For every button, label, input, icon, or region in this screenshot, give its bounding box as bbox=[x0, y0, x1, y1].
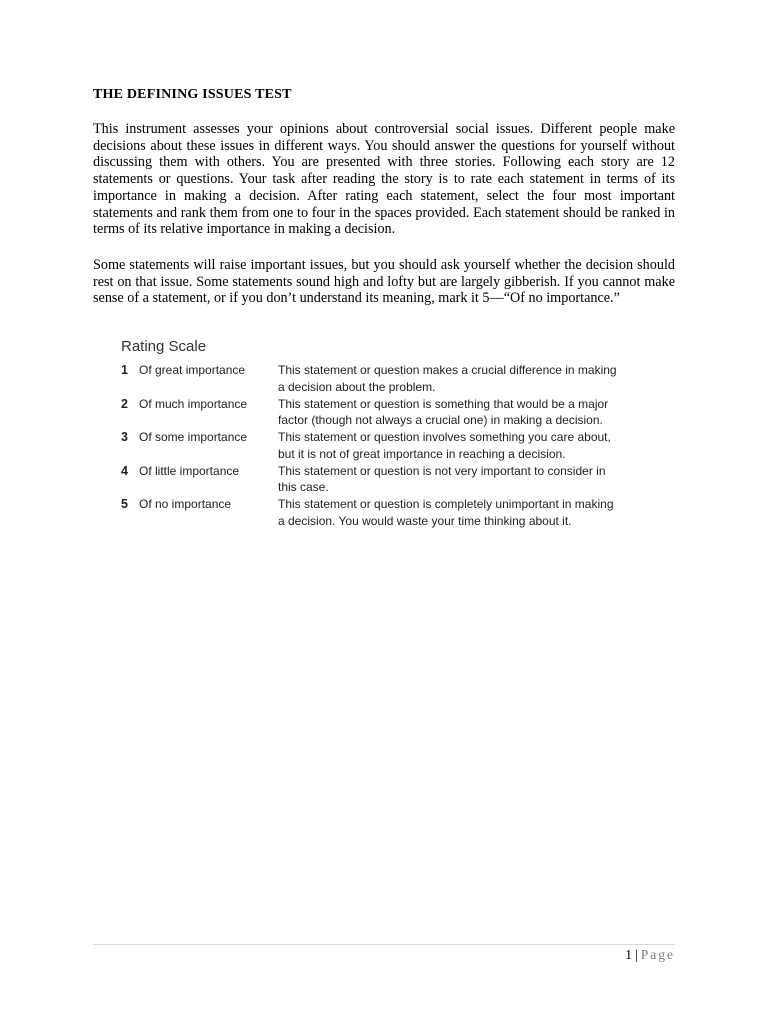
rating-number: 5 bbox=[121, 497, 128, 512]
page-number: 1 bbox=[625, 947, 633, 962]
rating-number: 4 bbox=[121, 463, 128, 478]
page-footer bbox=[625, 947, 675, 963]
rating-label: Of great importance bbox=[139, 363, 246, 377]
instructions-paragraph: Some statements will raise important issues, but you should ask yourself whether the decision should rest on that issue. Some statements sound high and lofty but are largely gibberish. If you cannot make sense of a statement, or if you don’t understand its meaning, mark it 5—“Of no importance.” bbox=[93, 257, 675, 307]
rating-label: Of little importance bbox=[139, 463, 240, 478]
rating-label: Of no importance bbox=[139, 497, 232, 512]
rating-description: This statement or question is something that would be a major factor (though not always a crucial one) in making a decision. bbox=[278, 396, 609, 428]
rating-label: Of much importance bbox=[139, 396, 248, 411]
rating-label: Of some importance bbox=[139, 430, 248, 445]
rating-number: 2 bbox=[121, 396, 128, 411]
rating-description: This statement or question involves something you care about, but it is not of great importance in reaching a decision. bbox=[278, 430, 611, 461]
page-label: Page bbox=[640, 947, 675, 962]
rating-scale-table bbox=[121, 338, 621, 530]
rating-row bbox=[121, 496, 621, 530]
rating-number: 1 bbox=[121, 363, 128, 377]
rating-number: 3 bbox=[121, 430, 128, 445]
rating-scale-title: Rating Scale bbox=[121, 338, 207, 355]
rating-row bbox=[121, 429, 621, 463]
document-title: THE DEFINING ISSUES TEST bbox=[93, 87, 292, 102]
footer-separator: | bbox=[635, 947, 638, 962]
rating-row bbox=[121, 463, 621, 497]
rating-row bbox=[121, 396, 621, 430]
rating-description: This statement or question makes a crucial difference in making a decision about the problem. bbox=[278, 363, 617, 394]
rating-description: This statement or question is not very important to consider in this case. bbox=[278, 463, 606, 495]
rating-description: This statement or question is completely unimportant in making a decision. You would waste your time thinking about it. bbox=[278, 497, 614, 529]
footer-divider bbox=[93, 944, 675, 945]
intro-paragraph: This instrument assesses your opinions about controversial social issues. Different people make decisions about these issues in different ways. You should answer the questions for yourself without discussing them with others. You are presented with three stories. Following each story are 12 statements or questions. Your task after reading the story is to rate each statement in terms of its importance in making a decision. After rating each statement, select the four most important statements and rank them from one to four in the spaces provided. Each statement should be ranked in terms of its relative importance in making a decision. bbox=[93, 121, 675, 238]
rating-row bbox=[121, 362, 621, 396]
